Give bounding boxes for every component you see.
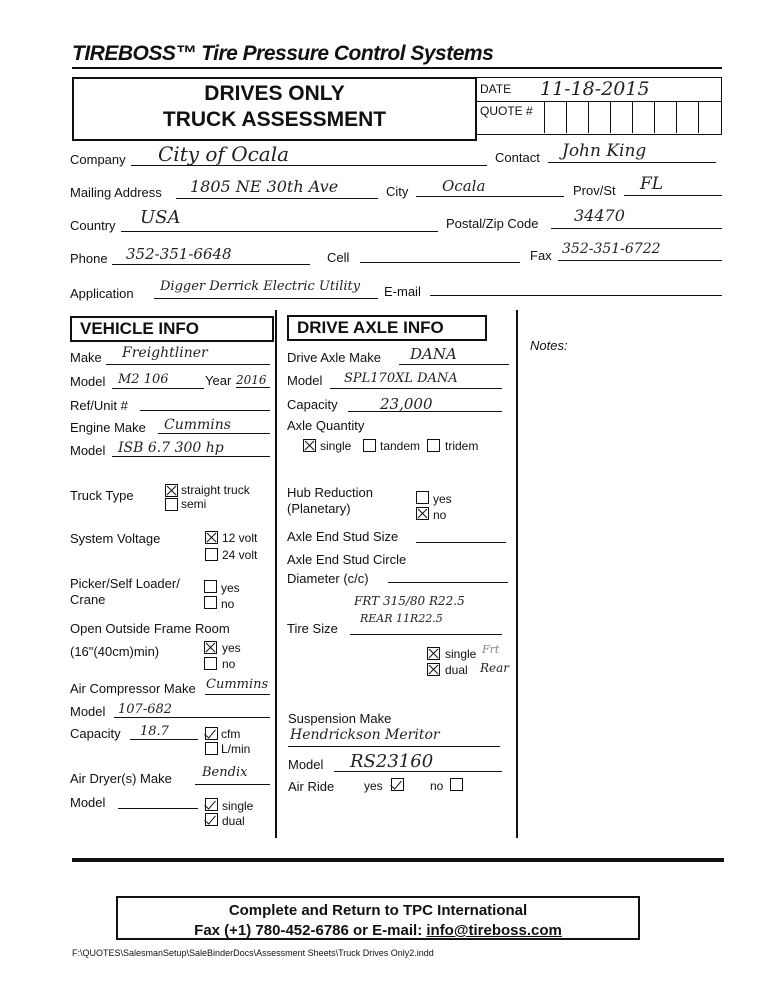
postal-field[interactable]: 34470: [574, 206, 625, 225]
hub-yes-checkbox[interactable]: [416, 491, 429, 504]
cfm-label: cfm: [221, 727, 241, 741]
suspension-make-field[interactable]: Hendrickson Meritor: [290, 727, 440, 743]
city-field[interactable]: Ocala: [442, 177, 486, 195]
form-title-line2: TRUCK ASSESSMENT: [162, 108, 387, 131]
header-rule: [72, 67, 722, 69]
email-field[interactable]: [430, 295, 722, 296]
tire-size-front-field[interactable]: FRT 315/80 R22.5: [354, 594, 465, 608]
axle-tridem-checkbox[interactable]: [427, 439, 440, 452]
tire-dual-checkbox[interactable]: [427, 663, 440, 676]
picker-no-label: no: [221, 597, 235, 611]
picker-label: Picker/Self Loader/: [70, 576, 180, 591]
tire-dual-note: Rear: [480, 661, 510, 675]
picker-yes-checkbox[interactable]: [204, 580, 217, 593]
24-volt-label: 24 volt: [222, 548, 258, 562]
stud-size-label: Axle End Stud Size: [287, 529, 399, 544]
file-path: F:\QUOTES\SalesmanSetup\SaleBinderDocs\Assessment Sheets\Truck Drives Only2.indd: [72, 948, 434, 958]
air-compressor-make-field[interactable]: Cummins: [206, 677, 269, 692]
year-label: Year: [205, 373, 232, 388]
make-field[interactable]: Freightliner: [122, 345, 208, 361]
crane-label: Crane: [70, 592, 106, 607]
axle-single-label: single: [320, 439, 352, 453]
ref-field[interactable]: [140, 410, 270, 411]
hub-reduction-label: Hub Reduction: [287, 485, 373, 500]
air-dryer-model-field[interactable]: [118, 808, 198, 809]
suspension-model-label: Model: [288, 757, 324, 772]
footer-line1: Complete and Return to TPC International: [228, 902, 528, 919]
prov-field[interactable]: FL: [640, 174, 664, 194]
stud-size-field[interactable]: [416, 542, 506, 543]
country-field[interactable]: USA: [140, 207, 181, 228]
tire-size-label: Tire Size: [287, 621, 338, 636]
suspension-model-field[interactable]: RS23160: [350, 751, 434, 772]
frame-yes-checkbox[interactable]: [204, 641, 217, 654]
dryer-single-checkbox[interactable]: [205, 798, 218, 811]
notes-label: Notes:: [530, 338, 568, 353]
axle-make-label: Drive Axle Make: [287, 350, 381, 365]
dryer-dual-label: dual: [222, 814, 245, 828]
contact-label: Contact: [495, 150, 540, 165]
footer-line2: [118, 921, 638, 941]
axle-quantity-label: Axle Quantity: [287, 418, 365, 433]
stud-circle-field[interactable]: [388, 582, 508, 583]
frame-no-label: no: [222, 657, 236, 671]
frame-yes-label: yes: [222, 641, 241, 655]
drive-axle-info-heading: DRIVE AXLE INFO: [287, 315, 487, 341]
form-title-line1: DRIVES ONLY: [204, 82, 345, 105]
page-title: TIREBOSS™ Tire Pressure Control Systems: [72, 42, 494, 65]
column-divider: [516, 310, 518, 838]
vehicle-info-heading: VEHICLE INFO: [70, 316, 274, 342]
axle-tandem-label: tandem: [380, 439, 421, 453]
semi-checkbox[interactable]: [165, 498, 178, 511]
capacity-label: Capacity: [70, 726, 121, 741]
model-label: Model: [70, 374, 106, 389]
air-compressor-make-label: Air Compressor Make: [70, 681, 196, 696]
company-label: Company: [70, 152, 126, 167]
12-volt-checkbox[interactable]: [205, 531, 218, 544]
contact-field[interactable]: John King: [562, 141, 647, 161]
phone-label: Phone: [70, 251, 108, 266]
date-label: DATE: [480, 82, 512, 96]
quote-field[interactable]: [544, 102, 722, 133]
bottom-rule: [72, 858, 724, 862]
model-field[interactable]: M2 106: [118, 372, 169, 387]
footer-fax-text: Fax (+1) 780-452-6786 or E-mail:: [194, 922, 427, 939]
straight-truck-label: straight truck: [181, 483, 250, 497]
system-voltage-label: System Voltage: [70, 531, 161, 546]
axle-model-label: Model: [287, 373, 323, 388]
truck-type-label: Truck Type: [70, 488, 134, 503]
stud-circle-diameter-label: Diameter (c/c): [287, 571, 369, 586]
quote-label: QUOTE #: [480, 104, 533, 118]
air-ride-yes-checkbox[interactable]: [391, 778, 404, 791]
engine-model-label: Model: [70, 443, 106, 458]
lmin-label: L/min: [221, 742, 251, 756]
prov-label: Prov/St: [573, 183, 616, 198]
phone-field[interactable]: 352-351-6648: [126, 245, 232, 263]
year-field[interactable]: 2016: [236, 373, 267, 387]
tire-single-note: Frt: [482, 643, 500, 656]
frame-room-label: Open Outside Frame Room: [70, 621, 230, 636]
make-label: Make: [70, 350, 102, 365]
engine-make-field[interactable]: Cummins: [164, 417, 231, 433]
engine-make-label: Engine Make: [70, 420, 146, 435]
ref-label: Ref/Unit #: [70, 398, 128, 413]
straight-truck-checkbox[interactable]: [165, 484, 178, 497]
engine-model-field[interactable]: ISB 6.7 300 hp: [118, 440, 224, 456]
frame-room-min-label: (16"(40cm)min): [70, 644, 160, 659]
air-dryer-model-label: Model: [70, 795, 106, 810]
mailing-field[interactable]: 1805 NE 30th Ave: [190, 177, 339, 196]
semi-label: semi: [181, 497, 207, 511]
air-compressor-model-label: Model: [70, 704, 106, 719]
cfm-checkbox[interactable]: [205, 727, 218, 740]
mailing-label: Mailing Address: [70, 185, 162, 200]
lmin-checkbox[interactable]: [205, 742, 218, 755]
application-field[interactable]: Digger Derrick Electric Utility: [160, 279, 361, 294]
axle-capacity-field[interactable]: 23,000: [380, 395, 433, 413]
email-label: E-mail: [384, 284, 421, 299]
axle-model-field[interactable]: SPL170XL DANA: [344, 371, 458, 386]
hub-yes-label: yes: [433, 492, 452, 506]
country-label: Country: [70, 218, 116, 233]
dryer-single-label: single: [222, 799, 254, 813]
12-volt-label: 12 volt: [222, 531, 258, 545]
postal-label: Postal/Zip Code: [446, 216, 539, 231]
date-field[interactable]: 11-18-2015: [540, 78, 650, 100]
tire-dual-label: dual: [445, 663, 468, 677]
hub-no-checkbox[interactable]: [416, 507, 429, 520]
air-ride-no-checkbox[interactable]: [450, 778, 463, 791]
city-label: City: [386, 184, 409, 199]
air-ride-no-label: no: [430, 779, 444, 793]
air-dryer-make-field[interactable]: Bendix: [202, 765, 248, 780]
axle-tridem-label: tridem: [445, 439, 479, 453]
stud-circle-label: Axle End Stud Circle: [287, 552, 407, 567]
footer-box: [116, 896, 640, 940]
cell-field[interactable]: [360, 262, 520, 263]
suspension-make-label: Suspension Make: [288, 711, 392, 726]
tire-single-checkbox[interactable]: [427, 647, 440, 660]
application-label: Application: [70, 286, 134, 301]
axle-tandem-checkbox[interactable]: [363, 439, 376, 452]
tire-size-rear-field[interactable]: REAR 11R22.5: [360, 612, 443, 625]
cell-label: Cell: [327, 250, 350, 265]
fax-field[interactable]: 352-351-6722: [562, 241, 661, 257]
axle-single-checkbox[interactable]: [303, 439, 316, 452]
planetary-label: (Planetary): [287, 501, 351, 516]
notes-area[interactable]: [524, 360, 720, 830]
column-divider: [275, 310, 277, 838]
picker-no-checkbox[interactable]: [204, 596, 217, 609]
capacity-field[interactable]: 18.7: [140, 724, 169, 739]
fax-label: Fax: [530, 248, 552, 263]
company-field[interactable]: City of Ocala: [158, 142, 290, 166]
axle-make-field[interactable]: DANA: [410, 345, 457, 363]
dryer-dual-checkbox[interactable]: [205, 813, 218, 826]
frame-no-checkbox[interactable]: [204, 657, 217, 670]
hub-no-label: no: [433, 508, 447, 522]
footer-email-link[interactable]: info@tireboss.com: [426, 922, 562, 939]
24-volt-checkbox[interactable]: [205, 548, 218, 561]
picker-yes-label: yes: [221, 581, 240, 595]
air-ride-yes-label: yes: [364, 779, 383, 793]
axle-capacity-label: Capacity: [287, 397, 338, 412]
air-compressor-model-field[interactable]: 107-682: [118, 702, 173, 717]
air-ride-label: Air Ride: [288, 779, 335, 794]
form-title-box: [72, 77, 477, 141]
tire-single-label: single: [445, 647, 477, 661]
air-dryer-make-label: Air Dryer(s) Make: [70, 771, 172, 786]
